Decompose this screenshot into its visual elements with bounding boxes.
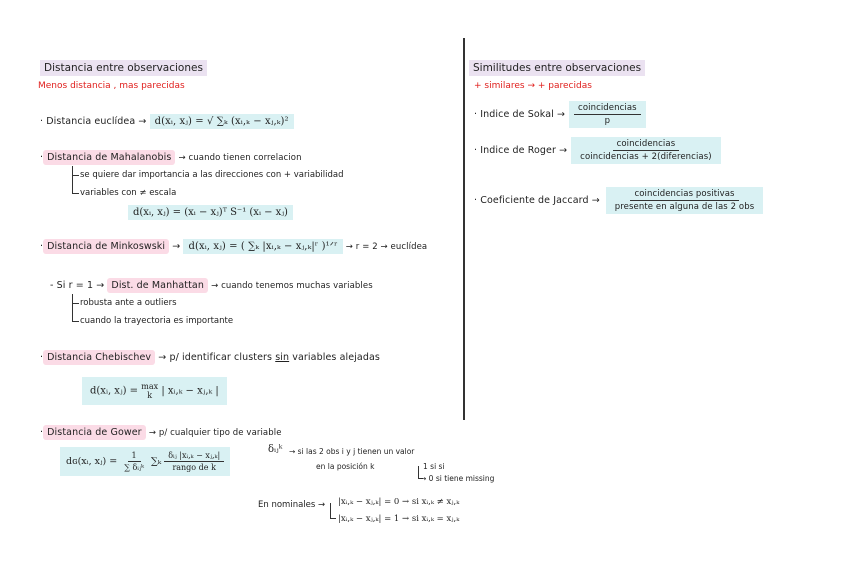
euclid-label: Distancia euclídea — [46, 116, 136, 127]
chebischev-label: Distancia Chebischev — [43, 350, 155, 365]
left-header: Distancia entre observaciones — [40, 60, 207, 76]
delta-symbol: δᵢⱼᵏ — [268, 444, 283, 455]
minkowski-row — [40, 241, 427, 252]
delta-opt1: 1 si si — [423, 462, 445, 471]
arrow-icon: → — [172, 241, 181, 252]
right-header: Similitudes entre observaciones — [469, 60, 645, 76]
nominal-line1: |xᵢ,ₖ − xⱼ,ₖ| = 0 → si xᵢ,ₖ ≠ xⱼ,ₖ — [338, 497, 460, 507]
bullet-icon: · — [40, 241, 44, 252]
roger-fraction — [571, 137, 720, 164]
chebischev-note-underlined: sin — [275, 352, 290, 363]
delta-line1: → si las 2 obs i y j tienen un valor — [289, 447, 415, 456]
bullet-icon: · — [40, 352, 44, 363]
jaccard-den: presente en alguna de las 2 obs — [614, 202, 755, 212]
chebischev-formula — [82, 377, 227, 405]
roger-row — [474, 137, 721, 164]
manhattan-row — [50, 280, 373, 291]
sub-bracket — [72, 304, 79, 322]
gower-frac1-den: ∑ δᵢⱼᵏ — [124, 463, 144, 472]
roger-label: · Indice de Roger → — [474, 145, 568, 156]
mahalanobis-formula: d(xᵢ, xⱼ) = (xᵢ − xⱼ)ᵀ S⁻¹ (xᵢ − xⱼ) — [128, 205, 293, 220]
delta-line2: en la posición k — [316, 462, 375, 471]
chebischev-note-post: variables alejadas — [292, 352, 380, 363]
chebischev-formula-rhs: | xᵢ,ₖ − xⱼ,ₖ | — [161, 385, 219, 397]
manhattan-note: → cuando tenemos muchas variables — [211, 281, 373, 291]
bullet-icon: · — [40, 152, 44, 163]
gower-frac1 — [120, 451, 148, 472]
manhattan-sub1: robusta ante a outliers — [80, 298, 177, 308]
mahalanobis-sub2: variables con ≠ escala — [80, 188, 177, 198]
chebischev-row — [40, 352, 380, 363]
mahalanobis-sub1: se quiere dar importancia a las direcciones con + variabilidad — [80, 170, 344, 180]
gower-formula — [60, 447, 230, 476]
sokal-row — [474, 101, 646, 128]
chebischev-max — [141, 382, 158, 400]
gower-frac2-num: δᵢⱼ |xᵢ,ₖ − xⱼ,ₖ| — [164, 451, 224, 462]
delta-opt2: → 0 si tiene missing — [420, 474, 495, 483]
sub-bracket — [72, 294, 79, 304]
manhattan-sub2: cuando la trayectoria es importante — [80, 316, 234, 326]
sokal-fraction — [569, 101, 646, 128]
euclid-formula: d(xᵢ, xⱼ) = √ ∑ₖ (xᵢ,ₖ − xⱼ,ₖ)² — [150, 114, 294, 129]
roger-den: coincidencias + 2(diferencias) — [580, 152, 712, 162]
euclid-row — [40, 116, 294, 127]
gower-frac2 — [164, 451, 224, 472]
sokal-label: · Indice de Sokal → — [474, 109, 566, 120]
sub-bracket — [72, 166, 79, 176]
mahalanobis-label: Distancia de Mahalanobis — [43, 150, 175, 165]
gower-formula-lhs: dɢ(xᵢ, xⱼ) = — [66, 456, 118, 467]
gower-note: → p/ cualquier tipo de variable — [148, 428, 282, 438]
minkowski-formula: d(xᵢ, xⱼ) = ( ∑ₖ |xᵢ,ₖ − xⱼ,ₖ|ʳ )¹ᐟʳ — [183, 239, 342, 254]
gower-row — [40, 427, 282, 438]
right-subheader: + similares → + parecidas — [474, 81, 592, 91]
jaccard-num: coincidencias positivas — [630, 189, 738, 201]
jaccard-label: · Coeficiente de Jaccard → — [474, 195, 600, 206]
nominal-line2: |xᵢ,ₖ − xⱼ,ₖ| = 1 → si xᵢ,ₖ = xⱼ,ₖ — [338, 514, 460, 524]
mahalanobis-note: → cuando tienen correlacion — [178, 153, 302, 163]
sub-bracket — [72, 176, 79, 194]
minkowski-label: Distancia de Minkoswski — [43, 239, 169, 254]
jaccard-row — [474, 187, 763, 214]
manhattan-label: Dist. de Manhattan — [107, 278, 208, 293]
roger-num: coincidencias — [613, 139, 680, 151]
gower-sum: ∑ₖ — [150, 456, 162, 467]
minkowski-note: → r = 2 → euclídea — [345, 242, 428, 252]
nominal-label: En nominales → — [258, 500, 326, 510]
chebischev-note-pre: → p/ identificar clusters — [158, 352, 273, 363]
bullet-icon: · — [40, 116, 44, 127]
gower-label: Distancia de Gower — [43, 425, 146, 440]
mahalanobis-row — [40, 152, 302, 163]
arrow-icon: → — [138, 116, 150, 127]
column-divider — [463, 38, 465, 420]
nominal-bracket — [330, 503, 336, 519]
max-text: max — [141, 382, 159, 391]
bullet-icon: · — [40, 427, 44, 438]
sokal-num: coincidencias — [574, 103, 641, 115]
max-sub: k — [147, 391, 153, 400]
chebischev-formula-lhs: d(xᵢ, xⱼ) = — [90, 385, 139, 397]
gower-frac2-den: rango de k — [172, 463, 216, 472]
sokal-den: p — [604, 116, 611, 126]
manhattan-prefix: - Si r = 1 → — [50, 280, 105, 291]
gower-frac1-num: 1 — [128, 451, 141, 462]
left-subheader: Menos distancia , mas parecidas — [38, 81, 185, 91]
jaccard-fraction — [606, 187, 763, 214]
